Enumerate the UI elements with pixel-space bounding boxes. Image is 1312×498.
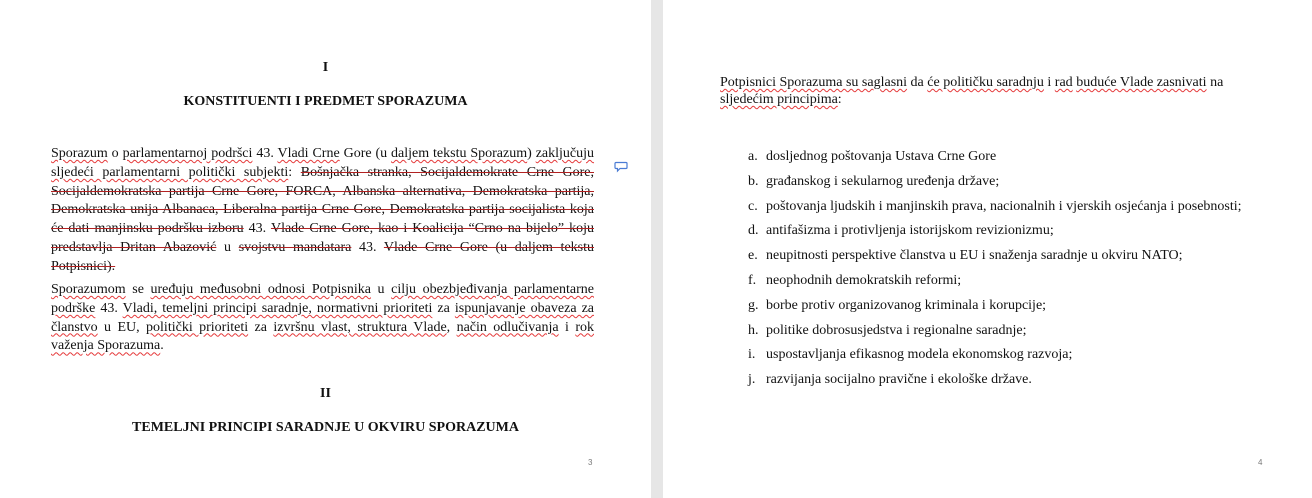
principles-list (748, 147, 1263, 395)
deleted-text-run: Vlade Crne Gore (u daljem tekstu Potpisnici). (51, 239, 594, 274)
page-number: 4 (1258, 458, 1263, 467)
text-run: o (107, 146, 123, 161)
text-run: 43. (95, 300, 123, 316)
text-run: zaključuju sljedeći parlamentarni politički subjekti (51, 146, 595, 180)
list-marker: b. (748, 173, 759, 189)
list-marker: g. (748, 297, 759, 313)
text-run: način odlučivanja (456, 319, 559, 335)
text-run: rok važenja Sporazuma (51, 319, 594, 354)
text-run: 43. (252, 146, 278, 161)
list-item[interactable] (748, 221, 1263, 241)
list-item[interactable] (748, 172, 1263, 192)
paragraph-subject[interactable] (51, 281, 594, 356)
text-run: Sporazum (51, 146, 108, 161)
text-run: i (1043, 75, 1055, 90)
text-run: uređuju međusobni odnosi Potpisnika (150, 282, 371, 297)
text-run: za (432, 300, 455, 316)
text-run: cilju obezbjeđivanja parlamentarne podrške (51, 282, 594, 316)
deleted-text-run: Bošnjačka stranka, Socijaldemokrate Crne Gore, Socijaldemokratska partija Crne Gore, FORCA, Albanska alternativa, Demokratska partija, Demokratska unija Albanaca, Liberalna partija Crne Gore, Demokratska partija socijalista koja će dati manjinsku podršku izboru (51, 164, 594, 237)
text-run: daljem tekstu Sporazum (391, 146, 528, 161)
text-run: za (248, 319, 274, 335)
page-number: 3 (588, 458, 593, 467)
list-item-text: neupitnosti perspektive članstva u EU i snaženja saradnje u okviru NATO; (766, 248, 1183, 264)
document-page-3 (0, 0, 651, 498)
list-item[interactable] (748, 345, 1263, 365)
text-run: ) (527, 146, 536, 161)
list-marker: f. (748, 272, 757, 288)
text-run: Potpisnici Sporazuma su saglasni (720, 75, 908, 90)
list-marker: e. (748, 248, 758, 264)
text-run: u (370, 282, 392, 297)
comment-icon[interactable] (614, 160, 628, 172)
text-run: izvršnu vlast, struktura Vlade (273, 319, 447, 335)
list-item[interactable] (748, 296, 1263, 316)
list-item-text: politike dobrosusjedstva i regionalne saradnje; (766, 322, 1027, 338)
text-run: Sporazumom (51, 282, 126, 297)
deleted-text-run: Vlade Crne Gore, kao i Koalicija “Crno na bijelo” koju predstavlja Dritan Abazović (51, 221, 594, 255)
text-run: parlamentarnoj podršci (122, 146, 253, 161)
paragraph-signatories[interactable] (51, 145, 594, 277)
text-run: u (216, 239, 239, 255)
list-item-text: borbe protiv organizovanog kriminala i korupcije; (766, 297, 1047, 313)
text-run: Vladi, temeljni principi saradnje, normativni prioriteti (122, 300, 433, 316)
text-run: da (907, 75, 928, 90)
paragraph-principles-intro[interactable] (720, 74, 1265, 108)
list-marker: d. (748, 223, 759, 239)
list-item-text: antifašizma i protivljenja istorijskom revizionizmu; (766, 223, 1054, 239)
text-run: Vladi Crne (277, 146, 340, 161)
text-run: ispunjavanje obaveza za članstvo (51, 300, 594, 335)
section-2-number: II (320, 386, 331, 401)
text-run: 43. (351, 239, 384, 255)
text-run: politički prioriteti (146, 319, 249, 335)
section-1-title: KONSTITUENTI I PREDMET SPORAZUMA (183, 94, 468, 109)
text-run: se (125, 282, 151, 297)
text-run: : (837, 92, 842, 107)
page-divider (651, 0, 663, 498)
text-run: sljedećim principima (720, 92, 838, 107)
list-item-text: poštovanja ljudskih i manjinskih prava, nacionalnih i vjerskih osjećanja i posebnosti; (766, 198, 1242, 214)
section-1-number: I (322, 60, 329, 75)
list-item-text: razvijanja socijalno pravične i ekološke države. (766, 372, 1032, 388)
list-item[interactable] (748, 246, 1263, 266)
list-marker: i. (748, 347, 756, 363)
section-2-title: TEMELJNI PRINCIPI SARADNJE U OKVIRU SPORAZUMA (132, 420, 519, 435)
list-item-text: neophodnih demokratskih reformi; (766, 272, 962, 288)
text-run: . (160, 338, 164, 354)
text-run: rad (1054, 75, 1073, 90)
list-item[interactable] (748, 321, 1263, 341)
text-run: će političku saradnju (927, 75, 1044, 90)
list-item[interactable] (748, 271, 1263, 291)
list-item[interactable] (748, 370, 1263, 390)
deleted-text-run: svojstvu mandatara (238, 239, 352, 255)
text-run: i (558, 319, 576, 335)
text-run: : (288, 164, 301, 180)
text-run: Gore (u (339, 146, 392, 161)
list-marker: c. (748, 198, 758, 214)
text-run: buduće Vlade zasnivati (1076, 75, 1207, 90)
list-item[interactable] (748, 197, 1263, 217)
list-marker: h. (748, 322, 759, 338)
text-run: , (446, 319, 457, 335)
list-marker: a. (748, 149, 758, 164)
list-item-text: uspostavljanja efikasnog modela ekonomskog razvoja; (766, 347, 1073, 363)
text-run: u EU, (97, 319, 147, 335)
text-run: na (1206, 75, 1224, 90)
list-item-text: dosljednog poštovanja Ustava Crne Gore (766, 149, 997, 164)
list-item[interactable] (748, 147, 1263, 167)
text-run: 43. (243, 221, 271, 237)
list-item-text: građanskog i sekularnog uređenja države; (766, 173, 1000, 189)
list-marker: j. (748, 372, 756, 388)
